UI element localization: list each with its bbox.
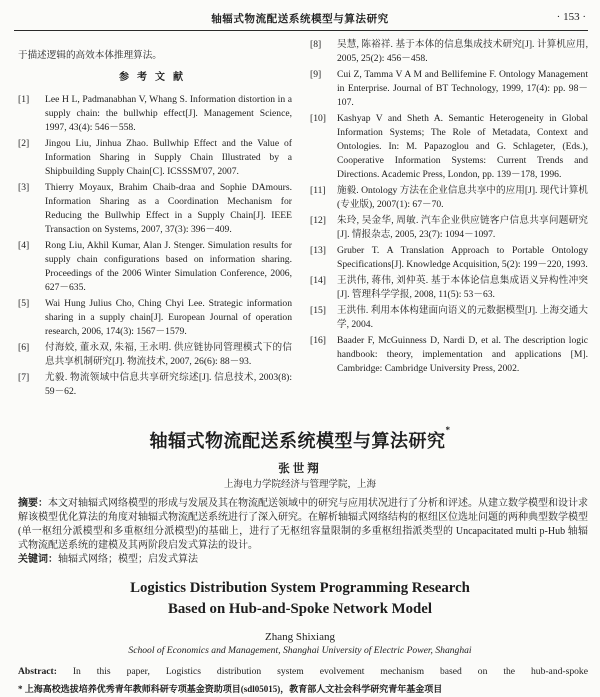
reference-item [310,334,588,376]
reference-number: [6] [18,342,30,353]
footnote-marker: * [18,684,23,694]
english-author: Zhang Shixiang [265,631,335,643]
footnote-text: 上海高校选拔培养优秀青年教师科研专项基金资助项目(sdl05015)，教育部人文社会科学研究青年基金项目 [24,684,443,694]
english-affiliation: School of Economics and Management, Shanghai University of Electric Power, Shanghai [128,645,472,656]
running-title: 轴辐式物流配送系统模型与算法研究 [211,14,389,25]
abstract-paragraph [18,497,588,553]
reference-number: [1] [18,94,30,105]
reference-number: [2] [18,138,30,149]
english-abstract-text: In this paper, Logistics distribution system evolvement mechanism based on the hub-and-spoke [72,666,588,677]
reference-number: [10] [310,113,326,124]
reference-text: 王洪伟. 利用本体构建面向语义的元数据模型[J]. 上海交通大学, 2004. [337,305,588,330]
reference-text: 王洪伟, 蒋伟, 刘仲英. 基于本体论信息集成语义异构性冲突[J]. 管理科学学报, 2008, 11(5): 53－63. [337,275,588,300]
reference-text: 吴慧, 陈裕祥. 基于本体的信息集成技术研究[J]. 计算机应用, 2005, 25(2): 456－458. [337,39,588,64]
english-title-line-1: Logistics Distribution System Programming Research [130,580,470,596]
reference-number: [4] [18,240,30,251]
reference-item [18,181,292,237]
reference-item [310,304,588,332]
page-number: · 153 · [556,11,586,23]
reference-text: 朱玲, 吴金华, 周敏. 汽车企业供应链客户信息共享问题研究[J]. 情报杂志, 2005, 23(7): 1094－1097. [337,215,588,240]
reference-text: Kashyap V and Sheth A. Semantic Heterogeneity in Global Information Systems; The Role of Metadata, Context and Ontologies. In: M. Papazoglou and G. Schlageter, (Eds.), Cooperative Information Systems: Current Trends and Directions. Academic Press, London, pp. 139－178, 1996. [337,113,588,180]
funding-footnote [18,684,588,695]
english-title-line-2: Based on Hub-and-Spoke Network Model [168,601,432,617]
reference-number: [11] [310,185,326,196]
reference-text: 施毅. Ontology 方法在企业信息共享中的应用[J]. 现代计算机(专业版), 2007(1): 67－70. [337,185,588,210]
reference-item [310,68,588,110]
reference-number: [12] [310,215,326,226]
english-abstract [18,666,588,678]
abstract-text: 本文对轴辐式网络模型的形成与发展及其在物流配送领域中的研究与应用状况进行了分析和评述。从建立数学模型和设计求解该模型优化算法的角度对轴辐式物流配送系统进行了深入研究。在解析轴辐式网络结构的枢纽区位选址问题的两种典型数学模型(单一枢纽分派模型和多重枢纽分派模型)的基础上，进行了无枢纽容量限制的多重枢纽指派类型的 Uncapacitated multi p-Hub 轴辐式物流配送系统的建模及其两阶段启发式算法的设计。 [18,498,588,551]
reference-item [310,214,588,242]
reference-item [310,244,588,272]
reference-number: [3] [18,182,30,193]
reference-number: [8] [310,39,322,50]
reference-item [18,93,292,135]
reference-item [310,38,588,66]
reference-item [18,239,292,295]
references-heading: 参考文献 [119,72,191,83]
left-column [18,49,292,401]
reference-text: 尤毅. 物流领域中信息共享研究综述[J]. 信息技术, 2003(8): 59－62. [45,372,292,397]
reference-text: Lee H L, Padmanabhan V, Whang S. Information distortion in a supply chain: the bullwhip effect[J]. Management Science, 1997, 43(4): 546－558. [45,94,292,133]
header-rule [14,30,588,31]
reference-item [18,297,292,339]
english-abstract-label: Abstract: [18,666,57,677]
reference-item [18,341,292,369]
reference-item [310,112,588,182]
footnote-mark: * [445,425,451,435]
abstract-label: 摘要： [18,498,48,509]
reference-number: [9] [310,69,322,80]
abstract-block [18,497,588,567]
continuation-text: 于描述逻辑的高效本体推理算法。 [18,50,162,61]
reference-text: Gruber T. A Translation Approach to Portable Ontology Specifications[J]. Knowledge Acquisition, 5(2): 199－220, 1993. [337,245,588,270]
reference-number: [15] [310,305,326,316]
author-affiliation: 上海电力学院经济与管理学院，上海 [223,480,376,490]
reference-text: Thierry Moyaux, Brahim Chaib-draa and Sophie DAmours. Information Sharing as a Coordination Mechanism for Reducing the Bullwhip Effect in a Supply Chain[J]. IEEE Transaction on Systems, 2007, 37(3): 396－409. [45,182,292,235]
reference-item [310,184,588,212]
reference-number: [7] [18,372,30,383]
keywords-text: 轴辐式网络；模型；启发式算法 [58,554,198,565]
reference-text: 付海姣, 董永双, 朱福, 王永明. 供应链协同管理模式下的信息共享机制研究[J]. 物流技术, 2007, 26(6): 88－93. [45,342,292,367]
reference-text: Rong Liu, Akhil Kumar, Alan J. Stenger. Simulation results for supply chain configurations based on information sharing. Proceedings of the 2006 Winter Simulation Conference, 2006, 627－635. [45,240,292,293]
article-title-text: 轴辐式物流配送系统模型与算法研究 [149,431,446,451]
author-name: 张世翔 [278,463,322,475]
reference-number: [14] [310,275,326,286]
reference-text: Baader F, McGuinness D, Nardi D, et al. The description logic handbook: theory, implementation and applications [M]. Cambridge: Cambridge University Press, 2002. [337,335,588,374]
reference-item [18,371,292,399]
reference-item [310,274,588,302]
english-title [0,578,600,620]
reference-text: Jingou Liu, Jinhua Zhao. Bullwhip Effect and the Value of Information Sharing in Supply Chain Illustrated by a Shipbuilding Supply Chain[C]. ICSSSM'07, 2007. [45,138,292,177]
right-column [310,38,588,378]
reference-text: Cui Z, Tamma V A M and Bellifemine F. Ontology Management in Enterprise. Journal of BT Technology, 1999, 17(4): pp. 98－107. [337,69,588,108]
reference-number: [16] [310,335,326,346]
reference-number: [5] [18,298,30,309]
reference-item [18,137,292,179]
reference-text: Wai Hung Julius Cho, Ching Chyi Lee. Strategic information sharing in a supply chain[J]. European Journal of operation research, 2006, 174(3): 1567－1579. [45,298,292,337]
article-title [0,427,600,453]
keywords-label: 关键词： [18,554,58,565]
keywords-line [18,553,588,567]
reference-number: [13] [310,245,326,256]
